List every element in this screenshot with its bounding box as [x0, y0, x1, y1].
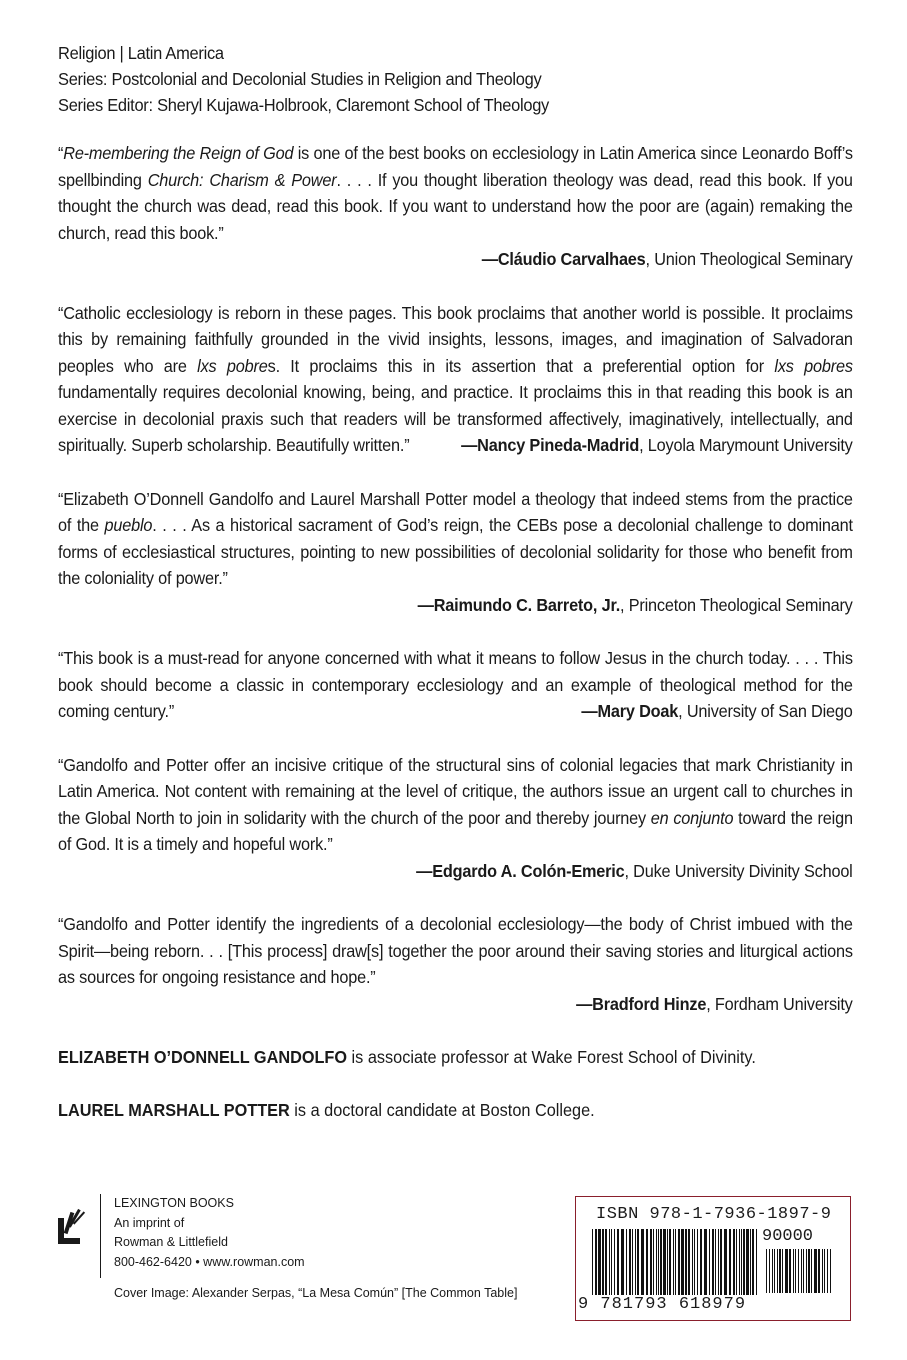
barcode-bar — [712, 1229, 714, 1295]
endorsement-1 — [58, 140, 853, 273]
barcode-bar — [808, 1249, 810, 1293]
barcode-bar — [692, 1229, 693, 1295]
barcode-bar — [718, 1229, 719, 1295]
barcode-bar — [756, 1229, 757, 1295]
barcode-bar — [720, 1229, 722, 1295]
endorser-affiliation: , University of San Diego — [678, 701, 853, 721]
endorsement-4 — [58, 645, 853, 725]
publisher-block — [58, 1194, 558, 1314]
barcode-bar — [801, 1249, 802, 1293]
endorser-affiliation: , Princeton Theological Seminary — [620, 594, 853, 615]
author-name: ELIZABETH O’DONNELL GANDOLFO — [58, 1047, 348, 1067]
author-bio-2 — [58, 1097, 853, 1123]
barcode-bar — [724, 1229, 727, 1295]
endorsement-text: “Gandolfo and Potter identify the ingredients of a decolonial ecclesiology—the body of Christ imbued with the Spirit—being reborn. . . [This process] draw[s] together the poor around their saving stories and liturgical actions as sources for ongoing resistance and hope.” — [58, 914, 853, 987]
barcode-bar — [688, 1229, 690, 1295]
ean-barcode — [592, 1229, 760, 1295]
barcode-bar — [641, 1229, 644, 1295]
endorsement-attribution — [58, 698, 853, 725]
barcode-bar — [782, 1249, 783, 1293]
back-cover — [58, 40, 853, 1123]
barcode-bar — [704, 1229, 707, 1295]
barcode-bar — [595, 1229, 597, 1295]
barcode-bar — [715, 1229, 716, 1295]
barcode-bar — [729, 1229, 731, 1295]
book-title: Re-membering the Reign of God — [63, 143, 294, 163]
barcode-bar — [658, 1229, 659, 1295]
endorser-name: —Edgardo A. Colón-Emeric — [416, 860, 625, 881]
endorser-name: —Bradford Hinze — [576, 993, 707, 1014]
barcode-bar — [629, 1229, 631, 1295]
endorsement-attribution — [58, 432, 853, 459]
endorser-name: —Raimundo C. Barreto, Jr. — [417, 594, 621, 615]
barcode-bar — [656, 1229, 657, 1295]
endorser-name: —Mary Doak — [581, 701, 679, 721]
endorser-affiliation: , Duke University Divinity School — [624, 860, 853, 881]
parent-publisher: Rowman & Littlefield — [114, 1235, 228, 1249]
publisher-info — [114, 1194, 305, 1272]
publisher-contact: 800-462-6420 • www.rowman.com — [114, 1254, 305, 1269]
endorsement-attribution — [58, 858, 853, 885]
barcode-bar — [798, 1249, 799, 1293]
price-code: 90000 — [762, 1227, 814, 1246]
barcode-bar — [667, 1229, 668, 1295]
barcode-box — [575, 1196, 851, 1321]
barcode-bar — [803, 1249, 804, 1293]
barcode-bar — [811, 1249, 812, 1293]
book-meta — [58, 40, 850, 118]
barcode-bar — [663, 1229, 666, 1295]
barcode-bar — [789, 1249, 791, 1293]
barcode-bar — [795, 1249, 796, 1293]
barcode-bar — [752, 1229, 754, 1295]
barcode-bar — [673, 1229, 674, 1295]
barcode-bar — [739, 1229, 740, 1295]
barcode-bar — [824, 1249, 825, 1293]
author-bio-1 — [58, 1044, 853, 1070]
series-editor-line: Series Editor: Sheryl Kujawa-Holbrook, Claremont School of Theology — [58, 95, 550, 115]
barcode-bar — [736, 1229, 737, 1295]
author-description: is a doctoral candidate at Boston College. — [289, 1100, 595, 1120]
endorsement-text: “Gandolfo and Potter offer an incisive critique of the structural sins of colonial legacies that mark Christianity in Latin America. Not content with remaining at the level of critique, the authors issue an urgent call to churches in the Global North to join in solidarity with the church of the poor and thereby journey en conjunto toward the reign of God. It is a timely and hopeful work.” — [58, 754, 853, 854]
barcode-bar — [598, 1229, 601, 1295]
endorser-name: —Cláudio Carvalhaes — [482, 249, 646, 269]
endorsement-text: “Catholic ecclesiology is reborn in these pages. This book proclaims that another world is possible. It proclaims this by remaining faithfully grounded in the vivid insights, lessons, images, and imagination of Salvadoran peoples who are lxs pobres. It proclaims this in its assertion that a preferential option for lxs pobres fundamentally requires decolonial knowing, being, and practice. It proclaims this in that reading this book is an exercise in decolonial praxis such that readers will be transformed affectively, imaginatively, intellectually, and spiritually. Superb scholarship. Beautifully written.” — [58, 302, 853, 455]
cover-credit: Cover Image: Alexander Serpas, “La Mesa Común” [The Common Table] — [114, 1286, 518, 1300]
barcode-bar — [685, 1229, 687, 1295]
barcode-bar — [632, 1229, 633, 1295]
category-line: Religion | Latin America — [58, 43, 224, 63]
barcode-bar — [743, 1229, 745, 1295]
publisher-name: LEXINGTON BOOKS — [114, 1196, 234, 1210]
barcode-bar — [777, 1249, 778, 1293]
endorsement-text: “This book is a must-read for anyone concerned with what it means to follow Jesus in the church today. . . . This book should become a classic in contemporary ecclesiology and an example of theological method for the coming century.” — [58, 648, 853, 721]
barcode-bar — [694, 1229, 695, 1295]
barcode-bar — [635, 1229, 636, 1295]
barcode-bar — [806, 1249, 807, 1293]
barcode-bar — [669, 1229, 671, 1295]
barcode-bar — [779, 1249, 781, 1293]
barcode-bar — [592, 1229, 593, 1295]
endorsement-2 — [58, 300, 853, 459]
endorsement-6 — [58, 911, 853, 1017]
endorsement-attribution — [58, 592, 853, 619]
barcode-bar — [700, 1229, 702, 1295]
barcode-bar — [611, 1229, 612, 1295]
barcode-bar — [646, 1229, 648, 1295]
barcode-bar — [769, 1249, 770, 1293]
barcode-bar — [793, 1249, 794, 1293]
barcode-bar — [614, 1229, 615, 1295]
barcode-bar — [774, 1249, 775, 1293]
barcode-bar — [681, 1229, 684, 1295]
endorsement-text: “Re-membering the Reign of God is one of the best books on ecclesiology in Latin America since Leonardo Boff’s spellbinding Church: Charism & Power. . . . If you thought liberation theology was dead, read this book. If you thought the church was dead, read this book. If you want to understand how the poor are (again) remaking the church, read this book.” — [58, 143, 853, 243]
barcode-bar — [827, 1249, 828, 1293]
barcode-bar — [678, 1229, 680, 1295]
barcode-bar — [660, 1229, 662, 1295]
endorser-affiliation: , Union Theological Seminary — [645, 249, 853, 269]
barcode-bar — [621, 1229, 624, 1295]
divider — [100, 1194, 101, 1278]
barcode-bar — [697, 1229, 698, 1295]
barcode-bar — [617, 1229, 619, 1295]
endorsement-3 — [58, 486, 853, 619]
barcode-bar — [830, 1249, 831, 1293]
author-name: LAUREL MARSHALL POTTER — [58, 1100, 290, 1120]
barcode-bar — [822, 1249, 823, 1293]
endorsement-text: “Elizabeth O’Donnell Gandolfo and Laurel Marshall Potter model a theology that indeed stems from the practice of the pueblo. . . . As a historical sacrament of God’s reign, the CEBs pose a decolonial challenge to dominant forms of ecclesiastical structures, pointing to new possibilities of decolonial solidarity for those who benefit from the coloniality of power.” — [58, 488, 853, 588]
endorser-affiliation: , Fordham University — [706, 993, 853, 1014]
ean-number: 9 781793 618979 — [578, 1295, 747, 1314]
endorsement-attribution — [58, 991, 853, 1018]
series-line: Series: Postcolonial and Decolonial Studies in Religion and Theology — [58, 69, 542, 89]
barcode-bar — [741, 1229, 742, 1295]
endorsement-5 — [58, 752, 853, 885]
barcode-bar — [814, 1249, 817, 1293]
barcode-bar — [609, 1229, 610, 1295]
barcode-bar — [605, 1229, 607, 1295]
endorsement-attribution — [58, 246, 853, 273]
barcode-bar — [626, 1229, 627, 1295]
barcode-bar — [750, 1229, 751, 1295]
barcode-bar — [602, 1229, 604, 1295]
publisher-logo-icon — [58, 1208, 86, 1246]
barcode-bar — [733, 1229, 735, 1295]
barcode-bar — [650, 1229, 652, 1295]
isbn-label: ISBN 978-1-7936-1897-9 — [596, 1205, 832, 1224]
barcode-bar — [637, 1229, 639, 1295]
barcode-bar — [785, 1249, 788, 1293]
barcode-bar — [772, 1249, 773, 1293]
endorser-affiliation: , Loyola Marymount University — [639, 435, 853, 455]
barcode-bar — [818, 1249, 820, 1293]
barcode-bar — [653, 1229, 654, 1295]
addon-barcode — [766, 1249, 834, 1293]
barcode-bar — [766, 1249, 767, 1293]
endorser-name: —Nancy Pineda-Madrid — [461, 435, 640, 455]
barcode-bar — [709, 1229, 710, 1295]
author-description: is associate professor at Wake Forest School of Divinity. — [347, 1047, 756, 1067]
imprint-note: An imprint of — [114, 1215, 185, 1230]
barcode-bar — [746, 1229, 749, 1295]
barcode-bar — [675, 1229, 676, 1295]
